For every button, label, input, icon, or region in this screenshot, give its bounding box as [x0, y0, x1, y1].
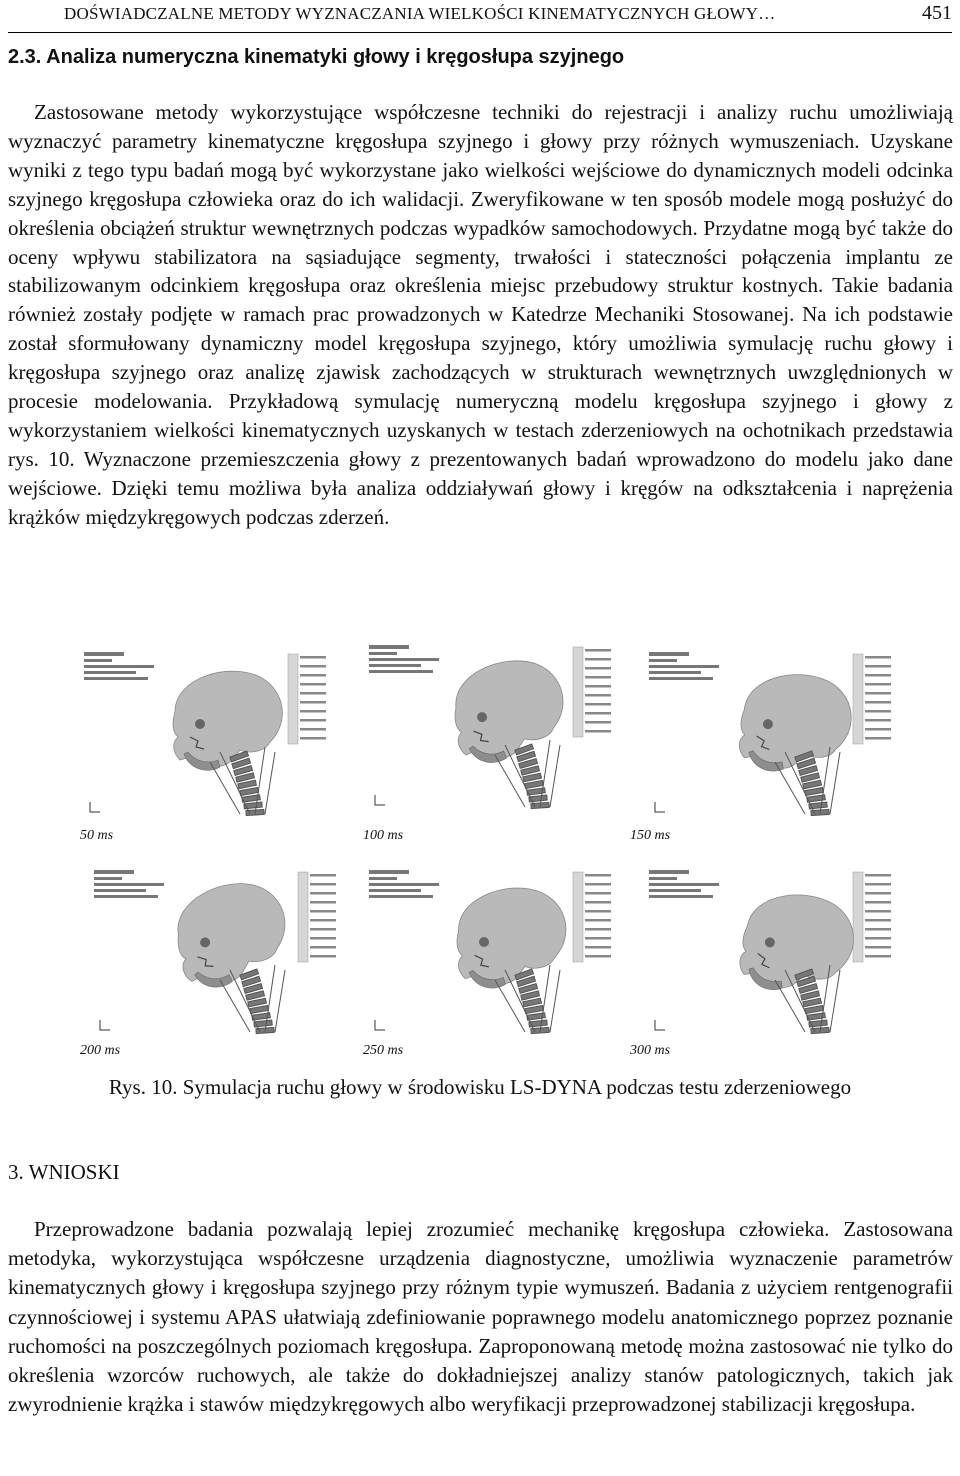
body-paragraph-2: Przeprowadzone badania pozwalają lepiej zrozumieć mechanikę kręgosłupa człowieka. Zastosowana metodyka, wykorzystująca współczesne urządzenia diagnostyczne, umożliwia wyznaczenie parametrów kinematycznych głowy i kręgosłupa szyjnego przy różnym typie wymuszeń. Badania z użyciem rentgenografii czynnościowej i systemu APAS ułatwiają zdefiniowanie poprawnego modelu anatomicznego poprzez poznanie ruchomości na poszczególnych poziomach kręgosłupa. Zaproponowaną metodę można zastosować nie tylko do określenia wzorców ruchowych, ale także do dokładniejszej analizy stanów patologicznych, takich jak zwyrodnienie krążka i stawów międzykręgowych albo weryfikacji przeprowadzonej stabilizacji kręgosłupa. — [8, 1217, 953, 1417]
info-block — [369, 645, 439, 673]
section-title: 2.3. Analiza numeryczna kinematyki głowy i kręgosłupa szyjnego — [8, 46, 625, 68]
simulation-render — [645, 642, 905, 817]
info-block — [84, 652, 154, 680]
simulation-frame-250ms — [365, 860, 625, 1035]
info-block — [369, 870, 439, 898]
info-block — [649, 870, 719, 898]
frame-label: 150 ms — [630, 828, 671, 843]
frame-label: 300 ms — [630, 1043, 671, 1058]
simulation-render — [645, 860, 905, 1035]
fringe-legend — [853, 654, 891, 744]
simulation-render — [80, 642, 340, 817]
simulation-render — [90, 860, 350, 1035]
skull-shape — [450, 656, 569, 762]
info-block — [649, 652, 719, 680]
fringe-legend — [853, 872, 891, 962]
axis-triad — [655, 802, 665, 812]
fringe-legend — [573, 647, 611, 737]
figure-10 — [0, 630, 960, 1070]
conclusions-heading: 3. WNIOSKI — [8, 1160, 120, 1184]
axis-triad — [90, 802, 100, 812]
page-number: 451 — [922, 2, 952, 24]
simulation-frame-300ms — [645, 860, 905, 1035]
frame-label: 100 ms — [363, 828, 404, 843]
frame-label: 250 ms — [363, 1043, 404, 1058]
axis-triad — [375, 1020, 385, 1030]
simulation-frame-150ms — [645, 642, 905, 817]
simulation-render — [365, 860, 625, 1035]
simulation-frame-100ms — [365, 635, 625, 810]
fringe-legend — [288, 654, 326, 744]
fringe-legend — [573, 872, 611, 962]
axis-triad — [655, 1020, 665, 1030]
simulation-render — [365, 635, 625, 810]
axis-triad — [375, 795, 385, 805]
simulation-frame-50ms — [80, 642, 340, 817]
figure-caption: Rys. 10. Symulacja ruchu głowy w środowisku LS-DYNA podczas testu zderzeniowego — [108, 1075, 852, 1099]
axis-triad — [100, 1020, 110, 1030]
info-block — [94, 870, 164, 898]
body-paragraph-1: Zastosowane metody wykorzystujące współczesne techniki do rejestracji i analizy ruchu umożliwiają wyznaczyć parametry kinematyczne kręgosłupa szyjnego i głowy przy różnych wymuszeniach. Uzyskane wyniki z tego typu badań mogą być wykorzystane jako wielkości wejściowe do dynamicznych modeli odcinka szyjnego kręgosłupa człowieka oraz do ich walidacji. Zweryfikowane w ten sposób modele mogą posłużyć do określenia obciążeń struktur wewnętrznych podczas wypadków samochodowych. Przydatne mogą być także do oceny wpływu stabilizatora na sąsiadujące segmenty, trwałości i stateczności połączenia implantu ze stabilizowanym odcinkiem kręgosłupa oraz określenia miejsc przebudowy struktur kostnych. Takie badania również zostały podjęte w ramach prac prowadzonych w Katedrze Mechaniki Stosowanej. Na ich podstawie został sformułowany dynamiczny model kręgosłupa szyjnego, który umożliwia symulację ruchu głowy i kręgosłupa szyjnego oraz analizę zjawisk zachodzących w strukturach wewnętrznych uwzględnionych w procesie modelowania. Przykładową symulację numeryczną modelu kręgosłupa szyjnego i głowy z wykorzystaniem wielkości kinematycznych uzyskanych w testach zderzeniowych na ochotnikach przedstawia rys. 10. Wyznaczone przemieszczenia głowy z prezentowanych badań wprowadzono do modelu jako dane wejściowe. Dzięki temu możliwa była analiza oddziaływań głowy i kręgów na odkształcenia i naprężenia krążków międzykręgowych podczas zderzeń. — [8, 100, 953, 529]
fringe-legend — [298, 872, 336, 962]
skull-shape — [173, 671, 282, 766]
simulation-frame-200ms — [90, 860, 350, 1035]
running-header — [8, 0, 952, 33]
frame-label: 50 ms — [80, 828, 114, 843]
running-title: DOŚWIADCZALNE METODY WYZNACZANIA WIELKOŚCI KINEMATYCZNYCH GŁOWY… — [64, 4, 776, 23]
frame-label: 200 ms — [80, 1043, 121, 1058]
